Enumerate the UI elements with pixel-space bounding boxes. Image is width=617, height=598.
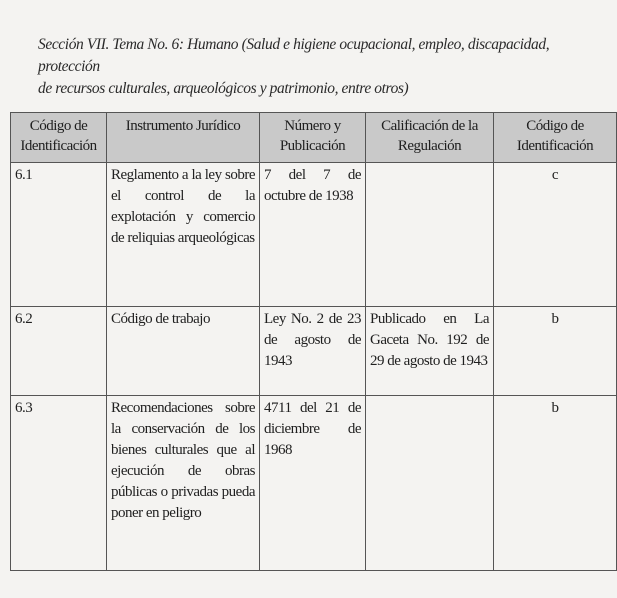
caption-line-1: Sección VII. Tema No. 6: Humano (Salud e higiene ocupacional, empleo, discapacidad, protección <box>38 36 550 75</box>
cell-identificacion: b <box>494 307 617 396</box>
regulation-table <box>10 112 617 571</box>
header-identificacion: Código de Identificación <box>494 113 617 163</box>
cell-calificacion <box>366 396 494 571</box>
cell-codigo: 6.3 <box>11 396 107 571</box>
caption-line-2: de recursos culturales, arqueológicos y patrimonio, entre otros) <box>38 80 409 97</box>
cell-numero: 4711 del 21 de diciembre de 1968 <box>260 396 366 571</box>
cell-calificacion: Publicado en La Gaceta No. 192 de 29 de agosto de 1943 <box>366 307 494 396</box>
cell-instrumento: Reglamento a la ley sobre el control de la explotación y comercio de reliquias arqueológicas <box>107 163 260 307</box>
table-row <box>11 307 617 396</box>
cell-numero: Ley No. 2 de 23 de agosto de 1943 <box>260 307 366 396</box>
cell-instrumento: Recomendaciones sobre la conservación de los bienes culturales que al ejecución de obras públicas o privadas pueda poner en peligro <box>107 396 260 571</box>
cell-instrumento: Código de trabajo <box>107 307 260 396</box>
table-header-row <box>11 113 617 163</box>
header-instrumento: Instrumento Jurídico <box>107 113 260 163</box>
header-calificacion: Calificación de la Regulación <box>366 113 494 163</box>
section-caption <box>38 34 603 100</box>
table-row <box>11 396 617 571</box>
cell-codigo: 6.2 <box>11 307 107 396</box>
cell-codigo: 6.1 <box>11 163 107 307</box>
cell-numero: 7 del 7 de octubre de 1938 <box>260 163 366 307</box>
cell-identificacion: b <box>494 396 617 571</box>
cell-identificacion: c <box>494 163 617 307</box>
header-codigo: Código de Identificación <box>11 113 107 163</box>
header-numero: Número y Publicación <box>260 113 366 163</box>
cell-calificacion <box>366 163 494 307</box>
table-row <box>11 163 617 307</box>
